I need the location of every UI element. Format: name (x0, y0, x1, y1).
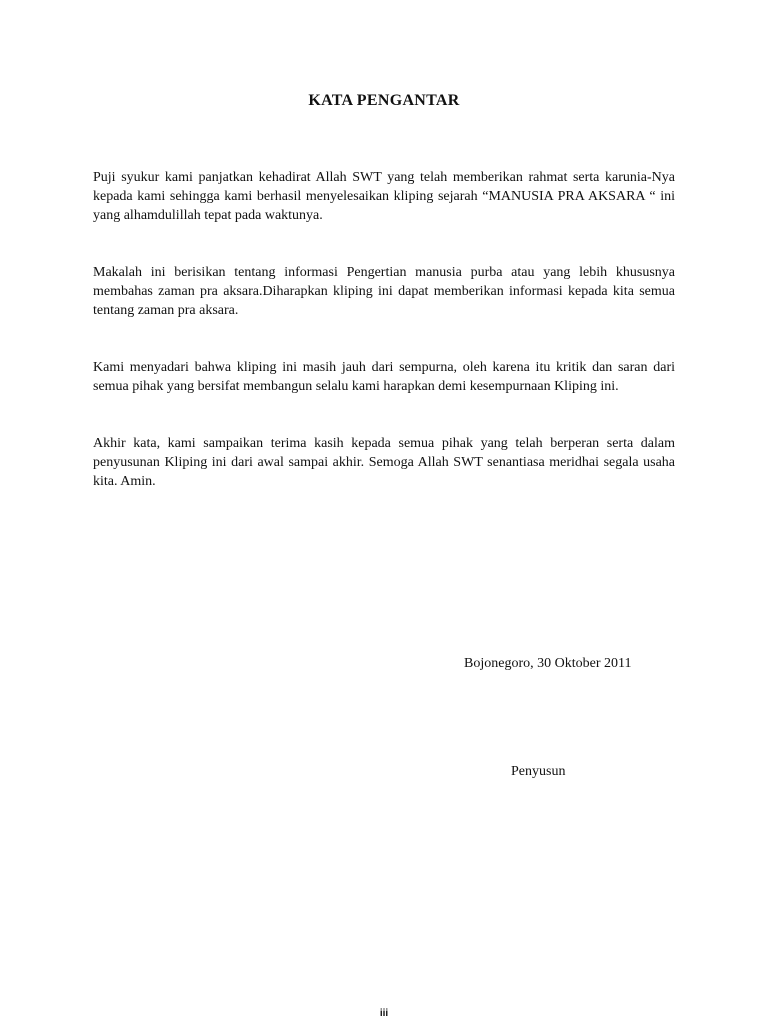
author-signature-label: Penyusun (511, 764, 566, 779)
page-number: iii (379, 1008, 389, 1019)
body-text (93, 168, 675, 529)
paragraph-1: Puji syukur kami panjatkan kehadirat Allah SWT yang telah memberikan rahmat serta karunia-Nya kepada kami sehingga kami berhasil menyelesaikan kliping sejarah “MANUSIA PRA AKSARA “ ini yang alhamdulillah tepat pada waktunya. (93, 170, 675, 223)
page-title: KATA PENGANTAR (308, 92, 460, 109)
paragraph-4: Akhir kata, kami sampaikan terima kasih kepada semua pihak yang telah berperan serta dalam penyusunan Kliping ini dari awal sampai akhir. Semoga Allah SWT senantiasa meridhai segala usaha kita. Amin. (93, 436, 675, 489)
paragraph-2: Makalah ini berisikan tentang informasi Pengertian manusia purba atau yang lebih khususnya membahas zaman pra aksara.Diharapkan kliping ini dapat memberikan informasi kepada kita semua tentang zaman pra aksara. (93, 265, 675, 318)
place-date: Bojonegoro, 30 Oktober 2011 (464, 656, 632, 671)
paragraph-3: Kami menyadari bahwa kliping ini masih jauh dari sempurna, oleh karena itu kritik dan saran dari semua pihak yang bersifat membangun selalu kami harapkan demi kesempurnaan Kliping ini. (93, 360, 675, 394)
